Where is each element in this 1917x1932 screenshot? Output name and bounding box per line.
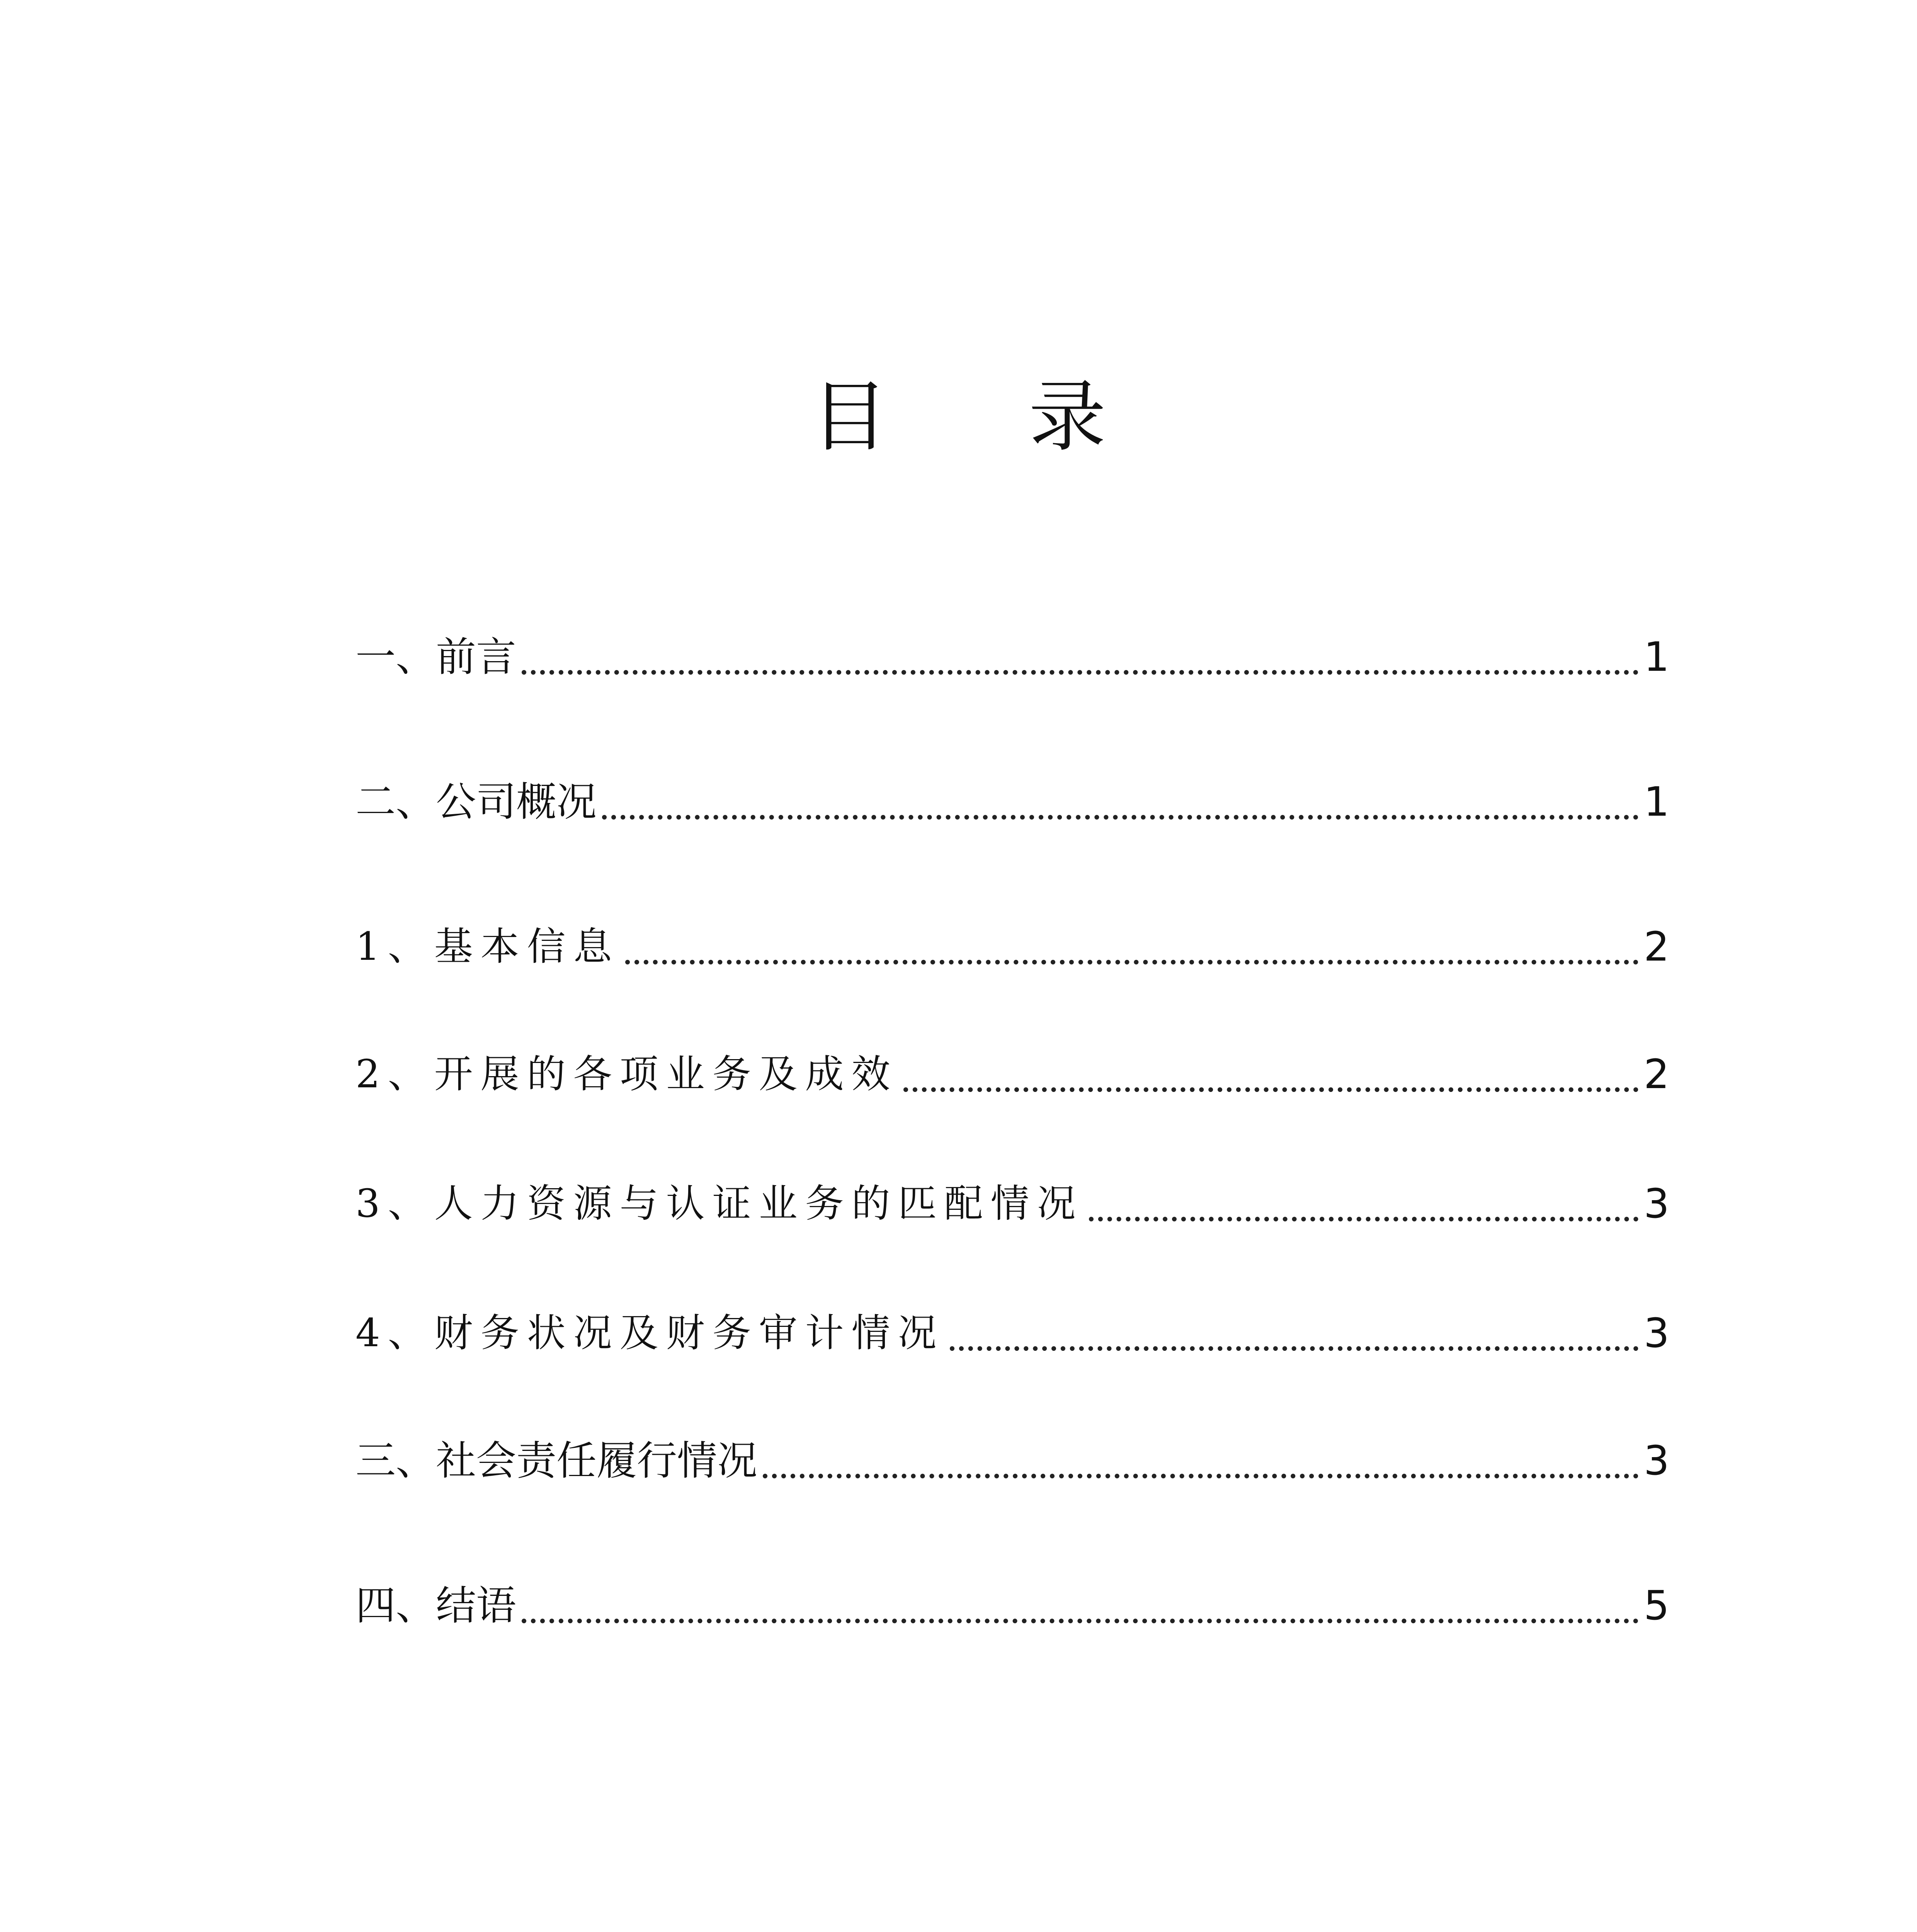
toc-entry-label: 三、社会责任履行情况: [356, 1437, 758, 1484]
dot-leader: [1089, 1217, 1638, 1221]
toc-page-number: 1: [1643, 778, 1669, 825]
toc-entry-human-resources[interactable]: [356, 1173, 1669, 1235]
toc-page-number: 2: [1643, 923, 1669, 970]
toc-page-number: 1: [1643, 633, 1669, 680]
toc-page-number: 5: [1643, 1582, 1669, 1629]
toc-entry-preface[interactable]: [356, 626, 1669, 688]
toc-entry-label: 2、开展的各项业务及成效: [356, 1051, 898, 1097]
dot-leader: [602, 815, 1638, 820]
dot-leader: [522, 670, 1638, 675]
toc-entry-business-results[interactable]: [356, 1043, 1669, 1105]
toc-entry-label: 1、基本信息: [356, 924, 620, 969]
dot-leader: [903, 1087, 1638, 1092]
dot-leader: [625, 960, 1638, 964]
toc-entry-company-overview[interactable]: [356, 771, 1669, 833]
toc-page-number: 3: [1643, 1437, 1669, 1484]
toc-page-number: 3: [1643, 1310, 1669, 1357]
toc-entry-social-responsibility[interactable]: [356, 1430, 1669, 1492]
toc-entry-label: 3、人力资源与认证业务的匹配情况: [356, 1181, 1084, 1226]
dot-leader: [522, 1619, 1638, 1623]
toc-entry-label: 一、前言: [356, 633, 517, 680]
dot-leader: [950, 1346, 1638, 1351]
toc-title: 目 录: [811, 372, 1164, 462]
toc-entry-label: 4、财务状况及财务审计情况: [356, 1310, 944, 1355]
dot-leader: [763, 1474, 1638, 1478]
toc-entry-conclusion[interactable]: [356, 1575, 1669, 1636]
toc-entry-label: 四、结语: [356, 1582, 517, 1629]
toc-page-number: 2: [1643, 1051, 1669, 1098]
toc-page-number: 3: [1643, 1180, 1669, 1227]
toc-entry-label: 二、公司概况: [356, 778, 597, 825]
toc-entry-financial-audit[interactable]: [356, 1302, 1669, 1364]
toc-entry-basic-info[interactable]: [356, 916, 1669, 978]
